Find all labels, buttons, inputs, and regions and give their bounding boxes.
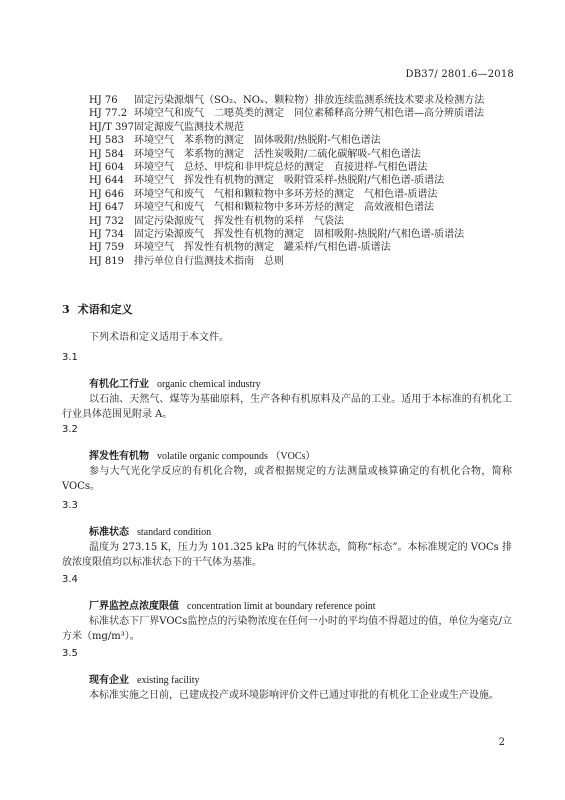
term-heading: [89, 671, 512, 686]
reference-item: [89, 201, 484, 214]
reference-item: [89, 241, 484, 254]
reference-code: HJ 819: [89, 255, 124, 267]
reference-item: [89, 255, 484, 268]
reference-title: 环境空气 苯系物的测定 固体吸附/热脱附-气相色谱法: [134, 135, 381, 147]
term-clause: [62, 648, 512, 703]
term-english: concentration limit at boundary reference point: [187, 601, 376, 612]
reference-code: HJ 646: [89, 188, 124, 200]
reference-code: HJ 583: [89, 135, 124, 147]
reference-item: [89, 148, 484, 161]
clause-number: 3.1: [62, 352, 78, 363]
term-english: standard condition: [137, 527, 212, 538]
section-intro: 下列术语和定义适用于本文件。: [89, 332, 229, 343]
reference-title: 环境空气和废气 气相和颗粒物中多环芳烃的测定 高效液相色谱法: [134, 202, 434, 214]
term-definition: 温度为 273.15 K，压力为 101.325 kPa 时的气体状态，简称“标态”。本标准规定的 VOCs 排放浓度限值均以标准状态下的干气体为基准。: [62, 542, 512, 568]
reference-item: [89, 174, 484, 187]
section-heading: [62, 301, 133, 317]
reference-title: 环境空气 总烃、甲烷和非甲烷总烃的测定 直接进样-气相色谱法: [134, 162, 428, 174]
reference-title: 环境空气和废气 二噁英类的测定 同位素稀释高分辨气相色谱—高分辨质谱法: [134, 108, 484, 120]
reference-title: 固定污染源废气 挥发性有机物的测定 固相吸附-热脱附/气相色谱-质谱法: [134, 229, 465, 241]
term-definition: 标准状态下厂界VOCs监控点的污染物浓度在任何一小时的平均值不得超过的值，单位为毫克/立方米（mg/m³）。: [62, 616, 512, 642]
reference-code: HJ 759: [89, 242, 124, 254]
clause-number: 3.5: [62, 648, 78, 659]
reference-code: HJ/T 397: [89, 121, 135, 133]
reference-title: 固定污染源烟气（SO₂、NOₓ、颗粒物）排放连续监测系统技术要求及检测方法: [134, 95, 485, 106]
term-heading: [89, 447, 512, 462]
term-chinese: 现有企业: [89, 675, 129, 686]
reference-item: [89, 134, 484, 147]
term-clause: [62, 500, 512, 570]
reference-title: 环境空气 挥发性有机物的测定 吸附管采样-热脱附/气相色谱-质谱法: [134, 175, 445, 187]
reference-code: HJ 644: [89, 175, 124, 187]
term-chinese: 标准状态: [89, 527, 129, 538]
term-chinese: 厂界监控点浓度限值: [89, 601, 179, 612]
reference-item: [89, 107, 484, 120]
reference-title: 排污单位自行监测技术指南 总则: [134, 255, 284, 267]
clause-number: 3.2: [62, 424, 78, 435]
reference-title: 环境空气和废气 气相和颗粒物中多环芳烃的测定 气相色谱-质谱法: [134, 188, 438, 200]
term-definition: 本标准实施之日前，已建成投产或环境影响评价文件已通过审批的有机化工企业或生产设施。: [89, 690, 499, 701]
term-english: organic chemical industry: [157, 379, 261, 390]
document-code: DB37/ 2801.6—2018: [405, 69, 514, 80]
term-heading: [89, 523, 512, 538]
section-title: 术语和定义: [77, 303, 133, 316]
term-definition: 以石油、天然气、煤等为基础原料，生产各种有机原料及产品的工业。适用于本标准的有机化工行业具体范围见附录 A。: [62, 394, 512, 420]
reference-code: HJ 76: [89, 95, 118, 106]
term-clause: [62, 352, 512, 422]
clause-number: 3.4: [62, 574, 78, 585]
clause-number: 3.3: [62, 500, 78, 511]
term-definition: 参与大气光化学反应的有机化合物，或者根据规定的方法测量或核算确定的有机化合物，简称VOCs。: [62, 466, 512, 492]
term-heading: [89, 375, 512, 390]
reference-item: [89, 215, 484, 228]
term-chinese: 有机化工行业: [89, 379, 149, 390]
page-number: 2: [498, 737, 505, 748]
term-heading: [89, 597, 512, 612]
reference-code: HJ 732: [89, 215, 124, 227]
reference-item: [89, 121, 484, 134]
term-clause: [62, 574, 512, 644]
term-chinese: 挥发性有机物: [89, 451, 149, 462]
reference-item: [89, 94, 484, 107]
reference-code: HJ 584: [89, 148, 124, 160]
section-number: 3: [62, 303, 70, 316]
term-english: volatile organic compounds （VOCs）: [157, 451, 316, 462]
reference-code: HJ 647: [89, 202, 124, 214]
reference-code: HJ 77.2: [89, 108, 128, 120]
reference-code: HJ 734: [89, 229, 124, 241]
normative-references-list: [89, 94, 484, 268]
reference-code: HJ 604: [89, 162, 124, 174]
reference-title: 固定源废气监测技术规范: [134, 121, 245, 133]
term-clause: [62, 424, 512, 494]
reference-item: [89, 228, 484, 241]
reference-title: 环境空气 苯系物的测定 活性炭吸附/二硫化碳解吸-气相色谱法: [134, 148, 421, 160]
reference-title: 固定污染源废气 挥发性有机物的采样 气袋法: [134, 215, 344, 227]
reference-item: [89, 188, 484, 201]
reference-title: 环境空气 挥发性有机物的测定 罐采样/气相色谱-质谱法: [134, 242, 391, 254]
term-english: existing facility: [137, 675, 200, 686]
reference-item: [89, 161, 484, 174]
